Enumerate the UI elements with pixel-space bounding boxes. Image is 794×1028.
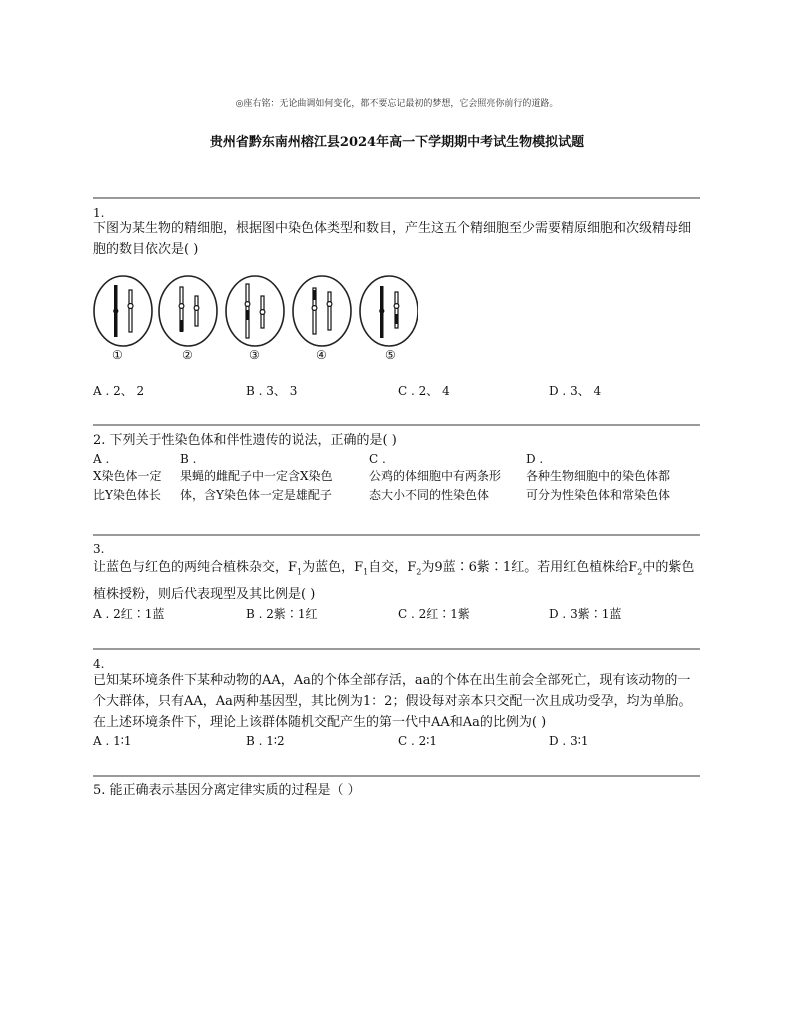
q2-question	[93, 430, 703, 451]
q2-number: 2.	[93, 433, 106, 448]
q4-option-d[interactable]: D . 3∶1	[549, 734, 589, 748]
q4-text: 已知某环境条件下某种动物的AA，Aa的个体全部存活，aa的个体在出生前会全部死亡，现有该动物的一个大群体，只有AA，Aa两种基因型，其比例为1：2；假设每对亲本只交配一次且成功受孕，均为单胎。在上述环境条件下，理论上该群体随机交配产生的第一代中AA和Aa的比例为( )	[93, 673, 692, 730]
cell-label-5: ⑤	[385, 348, 396, 362]
cell-label-1: ①	[112, 348, 123, 362]
q2-option-a-letter: A .	[93, 452, 110, 466]
motto-line: ◎座右铭：无论曲调如何变化，都不要忘记最初的梦想，它会照亮你前行的道路。	[235, 99, 559, 109]
q2-option-b-line1: 果蝇的雌配子中一定含X染色	[180, 469, 333, 483]
q1-option-d[interactable]: D . 3、 4	[549, 384, 602, 398]
q2-option-c-line2: 态大小不同的性染色体	[369, 488, 490, 502]
sperm-cell-4	[293, 276, 351, 346]
q2-option-b-line2: 体，含Y染色体一定是雄配子	[180, 488, 332, 502]
q1-option-c[interactable]: C . 2、 4	[398, 384, 450, 398]
q1-number: 1.	[93, 206, 105, 220]
divider-q2	[93, 424, 700, 426]
q2-text: 下列关于性染色体和伴性遗传的说法，正确的是( )	[109, 433, 397, 448]
q2-option-a[interactable]	[93, 451, 173, 505]
divider-q5	[93, 775, 700, 777]
sperm-cell-3	[226, 276, 284, 346]
cell-label-3: ③	[249, 348, 260, 362]
divider-q3	[93, 534, 700, 536]
sperm-cell-1	[94, 276, 152, 346]
q3-number: 3.	[93, 542, 105, 556]
divider-q4	[93, 648, 700, 650]
q1-text: 下图为某生物的精细胞，根据图中染色体类型和数目，产生这五个精细胞至少需要精原细胞和次级精母细胞的数目依次是( )	[93, 221, 692, 257]
sperm-cell-2	[159, 276, 217, 346]
q3-option-c[interactable]: C . 2红∶1紫	[398, 607, 470, 621]
cell-label-4: ④	[316, 348, 327, 362]
document-title: 贵州省黔东南州榕江县2024年高一下学期期中考试生物模拟试题	[209, 135, 585, 150]
q1-option-b[interactable]: B . 3、 3	[246, 384, 298, 398]
q2-option-b-letter: B .	[180, 452, 197, 466]
q5-text: 5. 能正确表示基因分离定律实质的过程是（ ）	[93, 783, 361, 798]
q2-option-a-line1: X染色体一定	[93, 469, 162, 483]
q4-option-b[interactable]: B . 1∶2	[246, 734, 285, 748]
q4-number: 4.	[93, 657, 105, 671]
q2-option-d-line2: 可分为性染色体和常染色体	[526, 488, 671, 502]
q2-option-c-letter: C .	[369, 452, 386, 466]
cell-label-2: ②	[182, 348, 193, 362]
q3-text: 让蓝色与红色的两纯合植株杂交，$F_1$为蓝色，$F_1$自交，$F_2$为9蓝∶6紫∶1红。若用红色植株给$F_2$中的紫色植株授粉，则后代表现型及其比例是( )	[93, 560, 695, 602]
q2-option-d[interactable]	[526, 451, 701, 505]
q3-option-a[interactable]: A . 2红∶1蓝	[93, 607, 165, 621]
divider-q1	[93, 197, 700, 199]
q2-option-a-line2: 比Y染色体长	[93, 488, 161, 502]
q2-option-d-line1: 各种生物细胞中的染色体都	[526, 469, 671, 483]
q2-option-c-line1: 公鸡的体细胞中有两条形	[369, 469, 502, 483]
q2-option-b[interactable]	[180, 451, 365, 505]
q2-option-d-letter: D .	[526, 452, 544, 466]
q3-option-b[interactable]: B . 2紫∶1红	[246, 607, 318, 621]
q1-option-a[interactable]: A . 2、 2	[93, 384, 145, 398]
q3-option-d[interactable]: D . 3紫∶1蓝	[549, 607, 622, 621]
q4-option-c[interactable]: C . 2∶1	[398, 734, 438, 748]
q2-option-c[interactable]	[369, 451, 524, 505]
sperm-cell-5	[360, 276, 418, 346]
q4-option-a[interactable]: A . 1∶1	[93, 734, 132, 748]
